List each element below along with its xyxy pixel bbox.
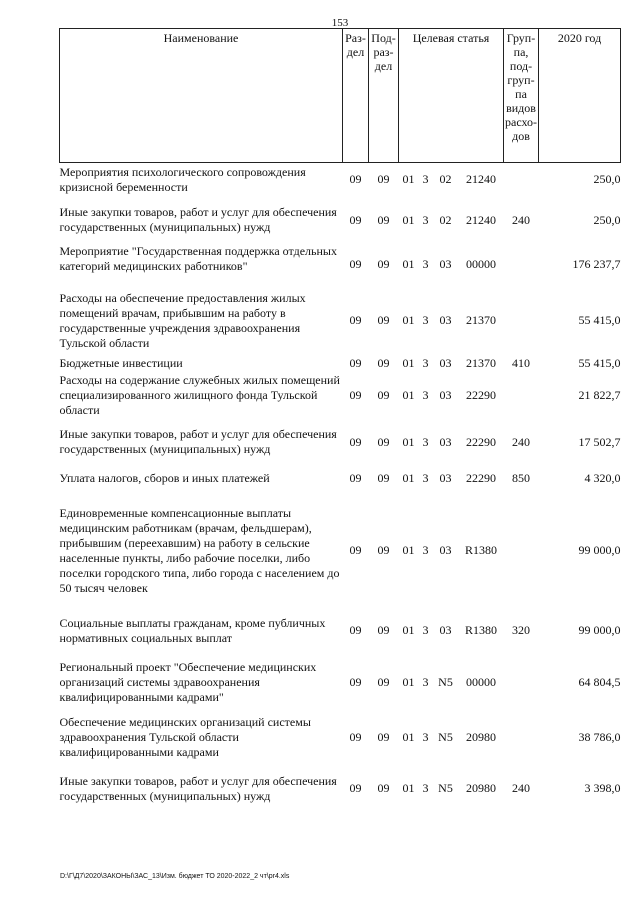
row-direction: 21370 <box>466 356 496 370</box>
row-event: N5 <box>438 781 453 795</box>
row-program: 01 <box>402 356 415 370</box>
row-direction: 21240 <box>466 212 496 227</box>
row-subprogram: 3 <box>422 356 429 370</box>
row-podrazdel: 09 <box>377 623 390 637</box>
row-razdel: 09 <box>349 387 362 402</box>
file-path-footer: D:\Г\Д7\2020\ЗАКОНЫ\ЗАС_13\Изм. бюджет ТО 2020-2022_2 чт\pr4.xls <box>60 873 290 880</box>
row-name: Уплата налогов, сборов и иных платежей <box>59 471 270 485</box>
row-amount: 55 415,0 <box>578 313 621 327</box>
row-expense-group <box>504 244 539 286</box>
row-name: Расходы на обеспечение предоставления жилых помещений врачам, прибывшим на работу в государственные учреждения здравоохранения Тульской области <box>59 290 306 350</box>
row-expense-group <box>504 286 539 356</box>
table-row <box>60 286 621 356</box>
row-expense-group <box>504 492 539 610</box>
row-event: 02 <box>439 172 452 187</box>
row-expense-group <box>504 163 539 197</box>
row-razdel: 09 <box>349 781 362 795</box>
row-podrazdel: 09 <box>377 257 390 271</box>
row-podrazdel: 09 <box>377 674 390 689</box>
table-row <box>60 372 621 419</box>
row-event: N5 <box>438 730 453 744</box>
row-event: 03 <box>439 471 452 485</box>
row-direction: 00000 <box>466 257 496 271</box>
row-podrazdel: 09 <box>377 356 390 370</box>
row-amount: 21 822,7 <box>578 387 621 402</box>
row-name: Обеспечение медицинских организаций системы здравоохранения Тульской области квалифицированными кадрами <box>59 715 311 759</box>
row-program: 01 <box>402 434 415 449</box>
row-direction: 20980 <box>466 781 496 795</box>
row-subprogram: 3 <box>422 257 429 271</box>
row-subprogram: 3 <box>422 313 429 327</box>
row-amount: 64 804,5 <box>578 674 621 689</box>
row-event: 02 <box>439 212 452 227</box>
row-razdel: 09 <box>349 356 362 370</box>
row-program: 01 <box>402 387 415 402</box>
row-subprogram: 3 <box>422 623 429 637</box>
table-row <box>60 763 621 815</box>
table-row <box>60 356 621 372</box>
row-subprogram: 3 <box>422 212 429 227</box>
row-direction: 20980 <box>466 730 496 744</box>
row-podrazdel: 09 <box>377 387 390 402</box>
row-name: Мероприятие "Государственная поддержка отдельных категорий медицинских работников" <box>59 243 337 273</box>
row-direction: 22290 <box>466 471 496 485</box>
table-header-row <box>60 29 621 163</box>
row-amount: 3 398,0 <box>584 781 621 795</box>
row-program: 01 <box>402 623 415 637</box>
row-expense-group: 410 <box>512 356 531 370</box>
row-name: Единовременные компенсационные выплаты медицинским работникам (врачам, фельдшерам), прибывшим (переехавшим) на работу в сельские населенные пункты, либо рабочие поселки, либо поселки городского типа, либо города с населением до 50 тысяч человек <box>59 505 340 595</box>
row-razdel: 09 <box>349 674 362 689</box>
row-expense-group <box>504 713 539 763</box>
row-razdel: 09 <box>349 172 362 187</box>
row-name: Иные закупки товаров, работ и услуг для обеспечения государственных (муниципальных) нужд <box>59 773 337 803</box>
row-amount: 250,0 <box>593 172 621 187</box>
row-event: 03 <box>439 543 452 557</box>
table-row <box>60 197 621 244</box>
table-row <box>60 419 621 466</box>
row-name: Иные закупки товаров, работ и услуг для обеспечения государственных (муниципальных) нужд <box>59 427 337 456</box>
row-event: 03 <box>439 313 452 327</box>
row-program: 01 <box>402 674 415 689</box>
row-expense-group <box>504 652 539 713</box>
table-row <box>60 652 621 713</box>
row-subprogram: 3 <box>422 674 429 689</box>
row-podrazdel: 09 <box>377 781 390 795</box>
row-amount: 55 415,0 <box>578 356 621 370</box>
row-name: Региональный проект "Обеспечение медицинских организаций системы здравоохранения квалифицированными кадрами" <box>59 659 317 704</box>
row-direction: 22290 <box>466 434 496 449</box>
row-razdel: 09 <box>349 730 362 744</box>
row-subprogram: 3 <box>422 434 429 449</box>
row-name: Мероприятия психологического сопровождения кризисной беременности <box>59 164 306 194</box>
row-podrazdel: 09 <box>377 434 390 449</box>
header-target-article: Целевая статья <box>399 29 504 163</box>
row-razdel: 09 <box>349 212 362 227</box>
row-event: 03 <box>439 387 452 402</box>
row-event: 03 <box>439 623 452 637</box>
row-amount: 99 000,0 <box>578 623 621 637</box>
row-razdel: 09 <box>349 257 362 271</box>
header-razdel: Раз- дел <box>343 29 369 163</box>
row-subprogram: 3 <box>422 543 429 557</box>
header-year: 2020 год <box>539 29 621 163</box>
header-podrazdel: Под- раз- дел <box>369 29 399 163</box>
row-razdel: 09 <box>349 543 362 557</box>
row-name: Иные закупки товаров, работ и услуг для обеспечения государственных (муниципальных) нужд <box>59 205 337 234</box>
row-podrazdel: 09 <box>377 212 390 227</box>
row-expense-group <box>504 372 539 419</box>
row-expense-group: 850 <box>512 471 531 485</box>
table-row <box>60 244 621 286</box>
row-name: Социальные выплаты гражданам, кроме публичных нормативных социальных выплат <box>59 615 326 645</box>
row-direction: R1380 <box>465 543 498 557</box>
row-podrazdel: 09 <box>377 543 390 557</box>
row-amount: 17 502,7 <box>578 434 621 449</box>
page-number: 153 <box>331 17 349 29</box>
header-name: Наименование <box>60 29 343 163</box>
row-event: N5 <box>438 674 453 689</box>
row-expense-group: 240 <box>512 781 531 795</box>
row-amount: 250,0 <box>593 212 621 227</box>
row-razdel: 09 <box>349 313 362 327</box>
row-amount: 99 000,0 <box>578 543 621 557</box>
row-razdel: 09 <box>349 471 362 485</box>
row-subprogram: 3 <box>422 172 429 187</box>
row-podrazdel: 09 <box>377 313 390 327</box>
row-name: Расходы на содержание служебных жилых помещений специализированного жилищного фонда Тульской области <box>59 372 340 417</box>
table-row <box>60 492 621 610</box>
table-row <box>60 610 621 652</box>
row-subprogram: 3 <box>422 471 429 485</box>
table-row <box>60 163 621 197</box>
row-razdel: 09 <box>349 434 362 449</box>
row-event: 03 <box>439 356 452 370</box>
row-podrazdel: 09 <box>377 172 390 187</box>
row-expense-group: 240 <box>512 212 531 227</box>
row-program: 01 <box>402 172 415 187</box>
row-amount: 38 786,0 <box>578 730 621 744</box>
table-row <box>60 713 621 763</box>
row-subprogram: 3 <box>422 730 429 744</box>
row-program: 01 <box>402 730 415 744</box>
header-expense-group: Груп- па, под- груп- па видов расхо- дов <box>504 29 539 163</box>
row-expense-group: 240 <box>512 434 531 449</box>
row-direction: 21240 <box>466 172 496 187</box>
row-event: 03 <box>439 257 452 271</box>
row-subprogram: 3 <box>422 387 429 402</box>
row-direction: 22290 <box>466 387 496 402</box>
row-program: 01 <box>402 781 415 795</box>
row-program: 01 <box>402 257 415 271</box>
row-podrazdel: 09 <box>377 471 390 485</box>
row-subprogram: 3 <box>422 781 429 795</box>
table-row <box>60 466 621 492</box>
row-amount: 4 320,0 <box>584 471 621 485</box>
row-name: Бюджетные инвестиции <box>59 356 183 370</box>
row-program: 01 <box>402 313 415 327</box>
row-amount: 176 237,7 <box>572 257 621 271</box>
row-program: 01 <box>402 543 415 557</box>
row-program: 01 <box>402 212 415 227</box>
row-expense-group: 320 <box>512 623 531 637</box>
row-program: 01 <box>402 471 415 485</box>
row-direction: R1380 <box>465 623 498 637</box>
row-direction: 21370 <box>466 313 496 327</box>
row-podrazdel: 09 <box>377 730 390 744</box>
budget-table <box>59 28 621 815</box>
row-event: 03 <box>439 434 452 449</box>
row-razdel: 09 <box>349 623 362 637</box>
row-direction: 00000 <box>466 674 496 689</box>
